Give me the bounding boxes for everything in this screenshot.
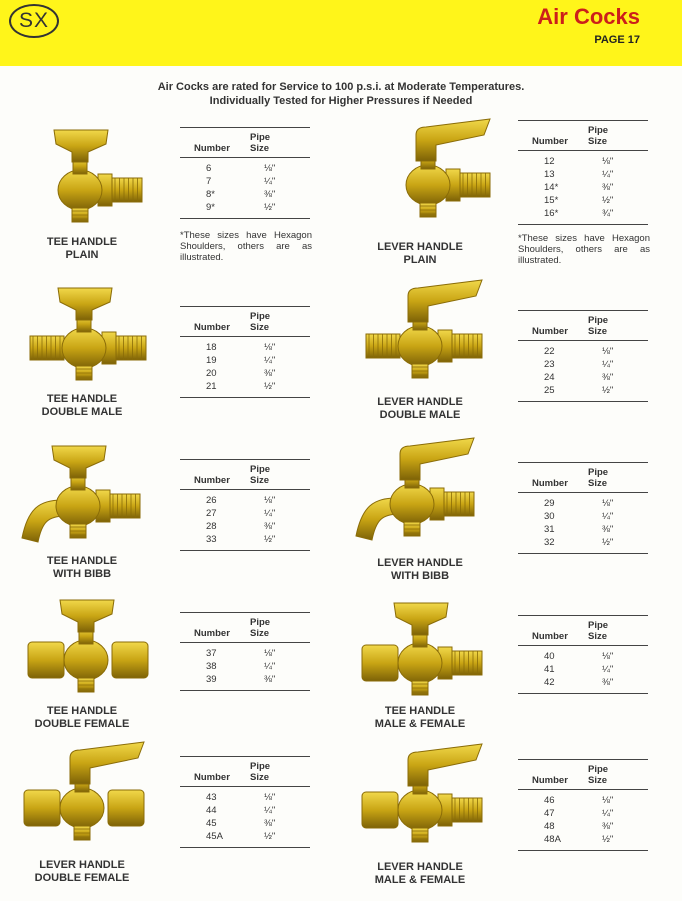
- hexagon-shoulders-note: *These sizes have Hexagon Shoulders, others are as illustrated.: [518, 233, 650, 266]
- intro-line-1: Air Cocks are rated for Service to 100 p.s.i. at Moderate Temperatures.: [157, 81, 525, 93]
- pipe-size: ⅛": [264, 163, 276, 174]
- number-column-header: Number: [532, 326, 568, 337]
- part-number: 13: [544, 169, 555, 180]
- tee-handle-dmale-illustration: [16, 280, 156, 390]
- table-row: [180, 354, 310, 367]
- pipe-size: ⅜": [602, 182, 614, 193]
- pipe-size: ½": [264, 381, 276, 392]
- number-column-header: Number: [532, 478, 568, 489]
- size-table: [180, 459, 310, 551]
- product-name-line-1: LEVER HANDLE: [39, 859, 125, 871]
- table-row: [180, 533, 310, 546]
- air-cock-image: [352, 595, 492, 705]
- size-table: [518, 759, 648, 851]
- number-column-header: Number: [532, 631, 568, 642]
- pipe-size: ⅜": [602, 677, 614, 688]
- pipe-size-column-header: Pipe Size: [250, 617, 271, 639]
- part-number: 6: [206, 163, 212, 174]
- product-name: [12, 393, 152, 419]
- table-header: [518, 616, 648, 646]
- product-name: [350, 861, 490, 887]
- product-name-line-2: PLAIN: [403, 254, 437, 266]
- air-cock-image: [344, 436, 484, 546]
- table-body: [180, 158, 310, 219]
- part-number: 48A: [544, 834, 561, 845]
- table-body: [518, 790, 648, 851]
- part-number: 42: [544, 677, 555, 688]
- part-number: 27: [206, 508, 217, 519]
- pipe-size: ¼": [264, 661, 276, 672]
- table-row: [180, 520, 310, 533]
- product-name: [350, 396, 490, 422]
- part-number: 38: [206, 661, 217, 672]
- product-name-line-2: DOUBLE FEMALE: [34, 872, 130, 884]
- part-number: 43: [206, 792, 217, 803]
- pipe-size: ½": [264, 202, 276, 213]
- pipe-size: ⅛": [264, 792, 276, 803]
- product-name: [350, 241, 490, 267]
- table-header: [518, 311, 648, 341]
- lever-handle-dmale-illustration: [352, 278, 492, 388]
- product-name: [12, 705, 152, 731]
- pipe-size: ⅜": [602, 372, 614, 383]
- number-column-header: Number: [532, 136, 568, 147]
- product-name-line-1: LEVER HANDLE: [377, 396, 463, 408]
- part-number: 8*: [206, 189, 215, 200]
- pipe-size: ¼": [264, 508, 276, 519]
- product-name-line-2: PLAIN: [65, 249, 99, 261]
- part-number: 15*: [544, 195, 559, 206]
- part-number: 20: [206, 368, 217, 379]
- table-row: [180, 162, 310, 175]
- table-body: [518, 493, 648, 554]
- table-row: [518, 650, 648, 663]
- pipe-size: ⅛": [264, 342, 276, 353]
- pipe-size-column-header: Pipe Size: [588, 620, 609, 642]
- pipe-size-column-header: Pipe Size: [588, 315, 609, 337]
- table-row: [518, 536, 648, 549]
- table-row: [180, 507, 310, 520]
- part-number: 21: [206, 381, 217, 392]
- part-number: 23: [544, 359, 555, 370]
- part-number: 22: [544, 346, 555, 357]
- pipe-size: ⅜": [264, 521, 276, 532]
- air-cock-image: [10, 438, 150, 548]
- part-number: 37: [206, 648, 217, 659]
- part-number: 18: [206, 342, 217, 353]
- pipe-size: ⅜": [602, 524, 614, 535]
- table-body: [180, 337, 310, 398]
- product-name-line-2: MALE & FEMALE: [374, 718, 466, 730]
- table-row: [518, 807, 648, 820]
- part-number: 14*: [544, 182, 559, 193]
- table-row: [518, 168, 648, 181]
- pipe-size: ⅜": [264, 189, 276, 200]
- pipe-size: ¾": [602, 208, 614, 219]
- table-body: [180, 490, 310, 551]
- table-row: [518, 207, 648, 220]
- table-row: [180, 175, 310, 188]
- pipe-size: ¼": [602, 359, 614, 370]
- pipe-size: ⅛": [602, 156, 614, 167]
- pipe-size: ⅛": [602, 795, 614, 806]
- pipe-size: ¼": [602, 664, 614, 675]
- air-cock-image: [352, 742, 492, 852]
- pipe-size: ⅛": [264, 495, 276, 506]
- product-name-line-1: TEE HANDLE: [46, 236, 118, 248]
- lever-handle-dfemale-illustration: [14, 740, 154, 850]
- number-column-header: Number: [194, 475, 230, 486]
- number-column-header: Number: [532, 775, 568, 786]
- product-name-line-2: WITH BIBB: [390, 570, 450, 582]
- product-name-line-1: LEVER HANDLE: [377, 241, 463, 253]
- part-number: 25: [544, 385, 555, 396]
- table-row: [518, 497, 648, 510]
- part-number: 19: [206, 355, 217, 366]
- table-header: [518, 463, 648, 493]
- table-row: [180, 817, 310, 830]
- part-number: 32: [544, 537, 555, 548]
- part-number: 9*: [206, 202, 215, 213]
- part-number: 26: [206, 495, 217, 506]
- table-header: [180, 757, 310, 787]
- part-number: 29: [544, 498, 555, 509]
- table-row: [180, 673, 310, 686]
- table-row: [180, 188, 310, 201]
- tee-handle-bibb-illustration: [10, 438, 150, 548]
- product-name-line-2: DOUBLE FEMALE: [34, 718, 130, 730]
- table-row: [518, 663, 648, 676]
- part-number: 48: [544, 821, 555, 832]
- pipe-size: ⅛": [264, 648, 276, 659]
- pipe-size: ¼": [264, 805, 276, 816]
- pipe-size: ½": [264, 831, 276, 842]
- table-body: [518, 151, 648, 225]
- page-header: [0, 0, 682, 66]
- part-number: 46: [544, 795, 555, 806]
- part-number: 24: [544, 372, 555, 383]
- air-cock-image: [352, 278, 492, 388]
- pipe-size: ⅜": [264, 818, 276, 829]
- product-name: [12, 555, 152, 581]
- part-number: 33: [206, 534, 217, 545]
- pipe-size-column-header: Pipe Size: [250, 132, 271, 154]
- part-number: 31: [544, 524, 555, 535]
- lever-handle-bibb-illustration: [344, 436, 484, 546]
- table-row: [518, 358, 648, 371]
- table-row: [518, 155, 648, 168]
- part-number: 28: [206, 521, 217, 532]
- pipe-size: ⅛": [602, 651, 614, 662]
- pipe-size: ½": [264, 534, 276, 545]
- table-row: [180, 367, 310, 380]
- air-cock-image: [12, 122, 152, 232]
- table-row: [518, 676, 648, 689]
- pipe-size-column-header: Pipe Size: [250, 311, 271, 333]
- table-body: [518, 341, 648, 402]
- air-cock-image: [18, 592, 158, 702]
- table-header: [180, 460, 310, 490]
- product-name-line-1: TEE HANDLE: [46, 705, 118, 717]
- pipe-size: ½": [602, 834, 614, 845]
- pipe-size: ⅛": [602, 346, 614, 357]
- product-name-line-2: DOUBLE MALE: [41, 406, 123, 418]
- table-row: [180, 341, 310, 354]
- air-cock-image: [14, 740, 154, 850]
- pipe-size: ¼": [602, 808, 614, 819]
- air-cock-image: [360, 117, 500, 227]
- product-name-line-1: LEVER HANDLE: [377, 861, 463, 873]
- product-name-line-2: DOUBLE MALE: [379, 409, 461, 421]
- table-row: [518, 371, 648, 384]
- table-row: [180, 791, 310, 804]
- product-name-line-1: LEVER HANDLE: [377, 557, 463, 569]
- number-column-header: Number: [194, 628, 230, 639]
- part-number: 45: [206, 818, 217, 829]
- pipe-size-column-header: Pipe Size: [250, 464, 271, 486]
- table-row: [180, 804, 310, 817]
- pipe-size: ¼": [264, 355, 276, 366]
- pipe-size-column-header: Pipe Size: [588, 125, 609, 147]
- table-row: [180, 830, 310, 843]
- pipe-size: ⅜": [264, 674, 276, 685]
- pipe-size: ¼": [264, 176, 276, 187]
- table-row: [518, 794, 648, 807]
- product-name: [12, 236, 152, 262]
- table-row: [180, 380, 310, 393]
- pipe-size-column-header: Pipe Size: [588, 467, 609, 489]
- table-row: [518, 510, 648, 523]
- size-table: [518, 120, 648, 225]
- table-header: [180, 613, 310, 643]
- size-table: [180, 612, 310, 691]
- table-row: [180, 494, 310, 507]
- pipe-size: ¼": [602, 169, 614, 180]
- table-row: [518, 523, 648, 536]
- part-number: 47: [544, 808, 555, 819]
- product-name-line-2: MALE & FEMALE: [374, 874, 466, 886]
- table-body: [518, 646, 648, 694]
- part-number: 12: [544, 156, 555, 167]
- product-name: [12, 859, 152, 885]
- number-column-header: Number: [194, 322, 230, 333]
- table-header: [518, 760, 648, 790]
- product-name-line-1: TEE HANDLE: [46, 555, 118, 567]
- tee-handle-plain-illustration: [12, 122, 152, 232]
- size-table: [518, 310, 648, 402]
- page-number: PAGE 17: [594, 34, 640, 46]
- lever-handle-mf-illustration: [352, 742, 492, 852]
- table-row: [180, 660, 310, 673]
- product-name-line-1: TEE HANDLE: [384, 705, 456, 717]
- pipe-size: ¼": [602, 511, 614, 522]
- part-number: 45A: [206, 831, 223, 842]
- table-row: [518, 384, 648, 397]
- size-table: [518, 462, 648, 554]
- pipe-size: ⅜": [264, 368, 276, 379]
- page-title: Air Cocks: [537, 4, 640, 29]
- table-row: [518, 181, 648, 194]
- sx-logo: SX: [9, 4, 59, 38]
- table-header: [518, 121, 648, 151]
- table-row: [518, 194, 648, 207]
- table-header: [180, 128, 310, 158]
- table-body: [180, 787, 310, 848]
- tee-handle-dfemale-illustration: [18, 592, 158, 702]
- table-row: [518, 833, 648, 846]
- table-row: [180, 201, 310, 214]
- hexagon-shoulders-note: *These sizes have Hexagon Shoulders, others are as illustrated.: [180, 230, 312, 263]
- product-name: [350, 705, 490, 731]
- pipe-size: ½": [602, 537, 614, 548]
- part-number: 30: [544, 511, 555, 522]
- pipe-size-column-header: Pipe Size: [250, 761, 271, 783]
- part-number: 7: [206, 176, 212, 187]
- lever-handle-plain-illustration: [360, 117, 500, 227]
- size-table: [180, 127, 310, 219]
- air-cock-image: [16, 280, 156, 390]
- pipe-size: ⅜": [602, 821, 614, 832]
- tee-handle-mf-illustration: [352, 595, 492, 705]
- part-number: 16*: [544, 208, 559, 219]
- size-table: [518, 615, 648, 694]
- size-table: [180, 756, 310, 848]
- table-header: [180, 307, 310, 337]
- product-name-line-2: WITH BIBB: [52, 568, 112, 580]
- size-table: [180, 306, 310, 398]
- part-number: 41: [544, 664, 555, 675]
- product-name-line-1: TEE HANDLE: [46, 393, 118, 405]
- part-number: 44: [206, 805, 217, 816]
- table-row: [518, 345, 648, 358]
- intro-line-2: Individually Tested for Higher Pressures if Needed: [209, 95, 473, 107]
- table-body: [180, 643, 310, 691]
- number-column-header: Number: [194, 772, 230, 783]
- pipe-size: ½": [602, 385, 614, 396]
- part-number: 39: [206, 674, 217, 685]
- pipe-size: ⅛": [602, 498, 614, 509]
- table-row: [180, 647, 310, 660]
- number-column-header: Number: [194, 143, 230, 154]
- product-name: [350, 557, 490, 583]
- pipe-size-column-header: Pipe Size: [588, 764, 609, 786]
- part-number: 40: [544, 651, 555, 662]
- table-row: [518, 820, 648, 833]
- pipe-size: ½": [602, 195, 614, 206]
